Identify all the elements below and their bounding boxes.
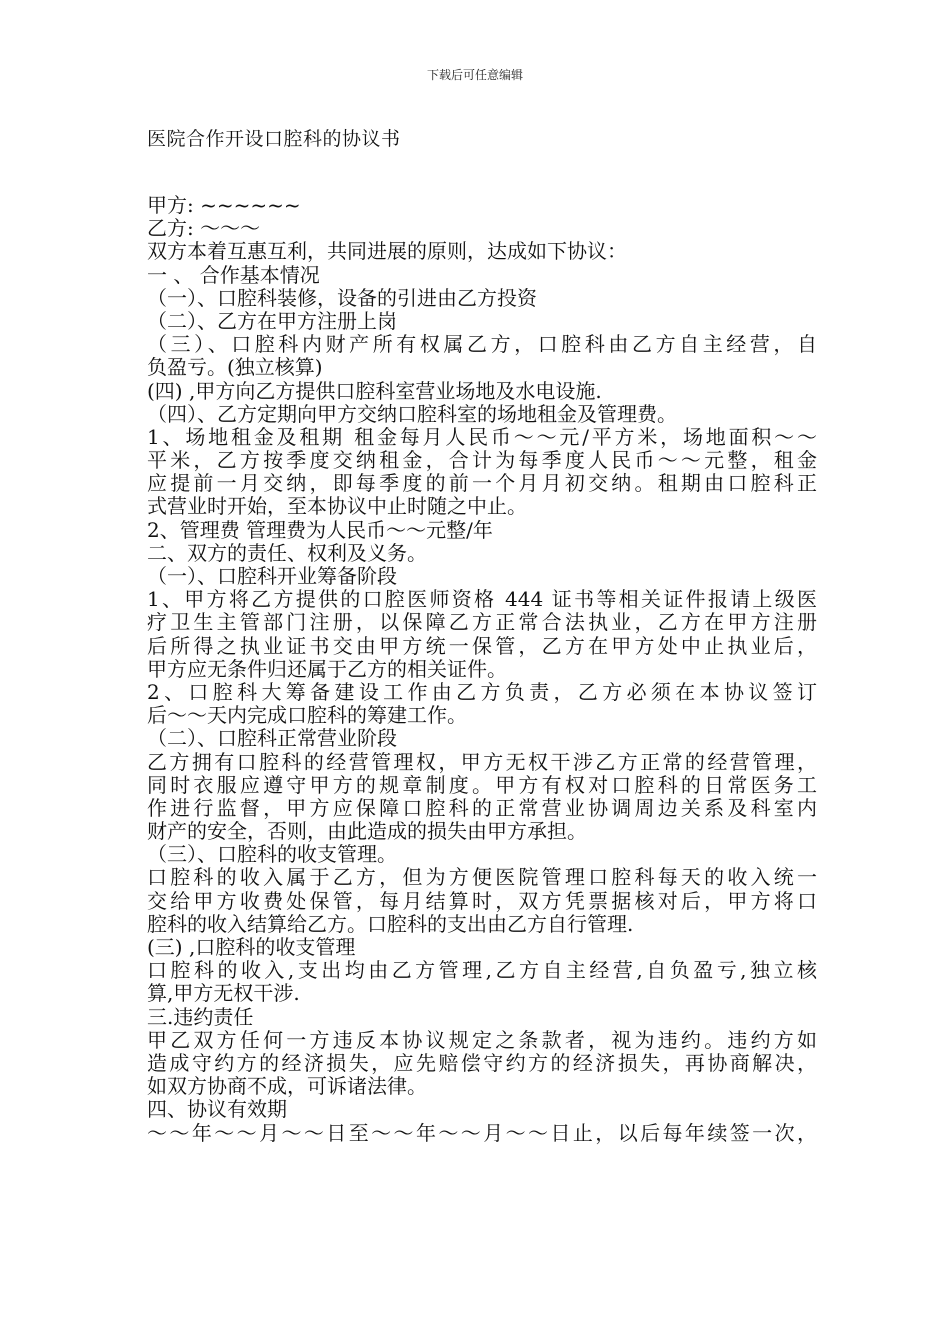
body-line: 平米，乙方按季度交纳租金，合计为每季度人民币～～元整，租金 [147, 449, 817, 473]
body-line: 1、甲方将乙方提供的口腔医师资格 444 证书等相关证件报请上级医 [147, 588, 817, 612]
body-line: 后～～天内完成口腔科的筹建工作。 [147, 704, 467, 728]
body-line: 应提前一月交纳，即每季度的前一个月月初交纳。租期由口腔科正 [147, 472, 817, 496]
body-line: 甲方: ~~~~~~ [147, 194, 301, 217]
body-line: 1、场地租金及租期 租金每月人民币～～元/平方米，场地面积～～ [147, 425, 817, 449]
body-line: 口腔科的收入,支出均由乙方管理,乙方自主经营,自负盈亏,独立核 [147, 959, 817, 983]
body-line: 同时衣服应遵守甲方的规章制度。甲方有权对口腔科的日常医务工 [147, 773, 817, 797]
document-body [147, 194, 817, 1145]
body-line: 三.违约责任 [147, 1005, 254, 1029]
body-line: 口腔科的收入属于乙方，但为方便医院管理口腔科每天的收入统一 [147, 866, 817, 890]
body-line: 乙方: ～～～ [147, 217, 261, 241]
body-line: 腔科的收入结算给乙方。口腔科的支出由乙方自行管理. [147, 912, 634, 936]
body-line: 如双方协商不成，可诉诸法律。 [147, 1075, 427, 1099]
body-line: 疗卫生主管部门注册，以保障乙方正常合法执业，乙方在甲方注册 [147, 611, 817, 635]
body-line: 后所得之执业证书交由甲方统一保管，乙方在甲方处中止执业后， [147, 634, 817, 658]
body-line: （一）、口腔科装修，设备的引进由乙方投资 [147, 286, 537, 310]
header-note: 下载后可任意编辑 [426, 68, 523, 82]
body-line: 一 、 合作基本情况 [147, 263, 320, 287]
body-line: 财产的安全，否则，由此造成的损失由甲方承担。 [147, 820, 587, 844]
body-line: (四) ,甲方向乙方提供口腔科室营业场地及水电设施. [147, 379, 602, 403]
body-line: (三) ,口腔科的收支管理 [147, 936, 356, 959]
body-line: 负盈亏。(独立核算) [147, 356, 323, 380]
document-title: 医院合作开设口腔科的协议书 [147, 128, 401, 150]
body-line: 乙方拥有口腔科的经营管理权，甲方无权干涉乙方正常的经营管理， [147, 750, 817, 774]
body-line: ～～年～～月～～日至～～年～～月～～日止，以后每年续签一次， [147, 1121, 817, 1145]
body-line: （四）、乙方定期向甲方交纳口腔科室的场地租金及管理费。 [147, 402, 677, 426]
body-line: 2、口腔科大筹备建设工作由乙方负责，乙方必须在本协议签订 [147, 680, 817, 704]
body-line: （三）、口腔科的收支管理。 [147, 843, 397, 867]
body-line: （二）、口腔科正常营业阶段 [147, 727, 397, 751]
body-line: 甲乙双方任何一方违反本协议规定之条款者，视为违约。违约方如 [147, 1028, 817, 1052]
body-line: 算,甲方无权干涉. [147, 982, 300, 1006]
body-line: 作进行监督，甲方应保障口腔科的正常营业协调周边关系及科室内 [147, 796, 817, 820]
body-line: （一）、口腔科开业筹备阶段 [147, 565, 397, 588]
body-line: 双方本着互惠互利，共同进展的原则，达成如下协议： [147, 240, 627, 264]
body-line: 交给甲方收费处保管，每月结算时，双方凭票据核对后，甲方将口 [147, 889, 817, 913]
body-line: 造成守约方的经济损失，应先赔偿守约方的经济损失，再协商解决， [147, 1051, 817, 1075]
body-line: 2、管理费 管理费为人民币～～元整/年 [147, 518, 493, 542]
body-line: 四、协议有效期 [147, 1098, 287, 1122]
body-line: 式营业时开始，至本协议中止时随之中止。 [147, 495, 527, 519]
body-line: 二、双方的责任、权利及义务。 [147, 541, 427, 565]
body-line: （二）、乙方在甲方注册上岗 [147, 309, 397, 333]
body-line: （三）、口腔科内财产所有权属乙方，口腔科由乙方自主经营，自 [147, 333, 817, 357]
body-line: 甲方应无条件归还属于乙方的相关证件。 [147, 657, 507, 681]
